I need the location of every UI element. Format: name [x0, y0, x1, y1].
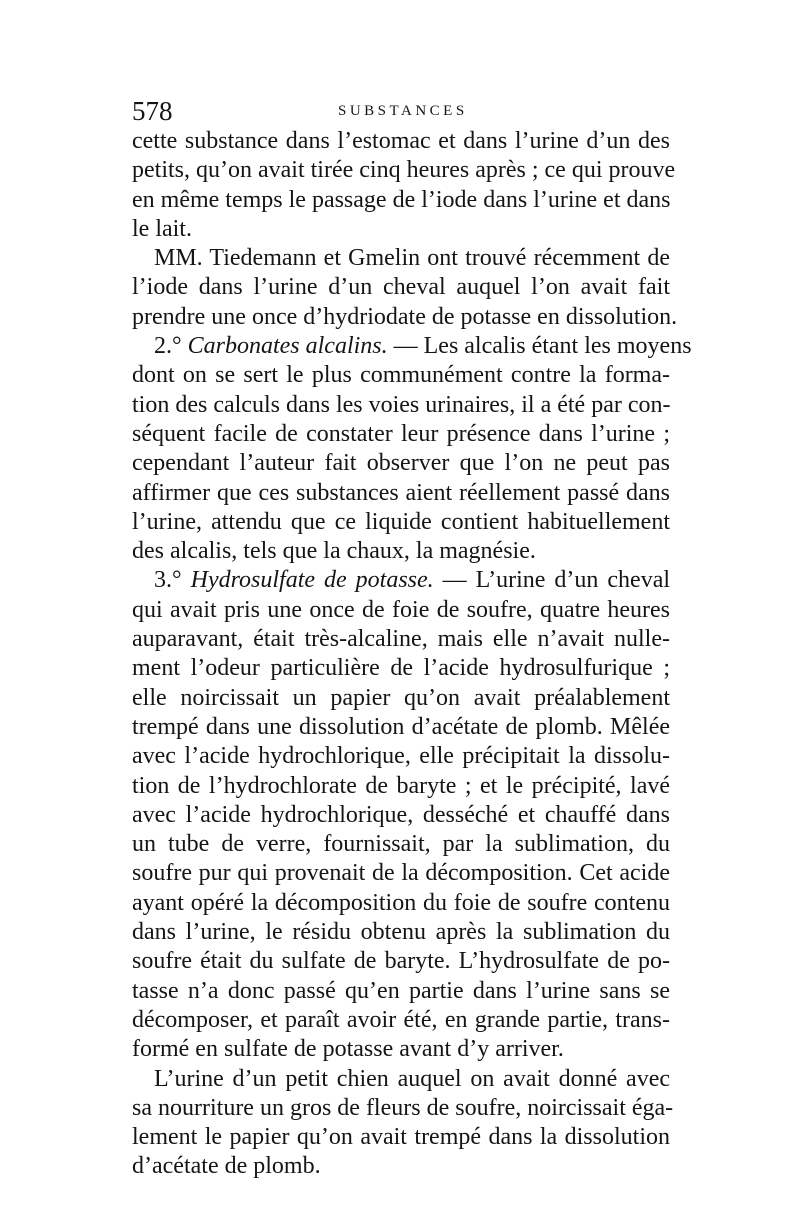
section-title: Carbonates alcalins. [187, 333, 388, 360]
section-title: Hydrosulfate de potasse. [190, 567, 434, 594]
body-text [132, 127, 692, 1182]
text-line: dont on se sert le plus communément contre la forma- [132, 362, 670, 389]
text-line: tion de l’hydrochlorate de baryte ; et le précipité, lavé [132, 772, 670, 799]
text-line: elle noircissait un papier qu’on avait préalablement [132, 684, 670, 711]
text-line: d’acétate de plomb. [132, 1153, 321, 1180]
text-line: l’urine, attendu que ce liquide contient habituellement [132, 508, 670, 535]
text-line: — Les alcalis étant les moyens [393, 333, 692, 360]
text-line: trempé dans une dissolution d’acétate de plomb. Mêlée [132, 713, 670, 740]
text-line: tion des calculs dans les voies urinaires, il a été par con- [132, 391, 671, 418]
section-number: 2.° [154, 333, 182, 360]
text-line: MM. Tiedemann et Gmelin ont trouvé récemment de [154, 245, 670, 272]
text-line: lement le papier qu’on avait trempé dans la dissolution [132, 1124, 670, 1151]
text-line: cependant l’auteur fait observer que l’on ne peut pas [132, 450, 670, 477]
text-line: ayant opéré la décomposition du foie de soufre contenu [132, 889, 670, 916]
text-line: séquent facile de constater leur présence dans l’urine ; [132, 420, 670, 447]
running-head: SUBSTANCES [338, 103, 468, 119]
text-line: prendre une once d’hydriodate de potasse en dissolution. [132, 303, 678, 330]
section-heading-line [132, 332, 692, 361]
text-line: tasse n’a donc passé qu’en partie dans l’urine sans se [132, 977, 670, 1004]
text-line: avec l’acide hydrochlorique, elle précipitait la dissolu- [132, 743, 670, 770]
text-line: ment l’odeur particulière de l’acide hydrosulfurique ; [132, 655, 670, 682]
text-line: soufre pur qui provenait de la décomposition. Cet acide [132, 860, 670, 887]
text-line: — L’urine d’un cheval [442, 567, 671, 594]
text-line: L’urine d’un petit chien auquel on avait donné avec [154, 1065, 670, 1092]
text-line: sa nourriture un gros de fleurs de soufre, noircissait éga- [132, 1094, 674, 1121]
text-line: affirmer que ces substances aient réellement passé dans [132, 479, 670, 506]
text-line: l’iode dans l’urine d’un cheval auquel l’on avait fait [132, 274, 670, 301]
text-line: avec l’acide hydrochlorique, desséché et chauffé dans [132, 801, 670, 828]
text-line: en même temps le passage de l’iode dans l’urine et dans [132, 186, 671, 213]
section-number: 3.° [154, 567, 182, 594]
page-header [132, 94, 668, 128]
page-number: 578 [132, 96, 173, 126]
text-line: le lait. [132, 215, 192, 242]
text-line: petits, qu’on avait tirée cinq heures après ; ce qui prouve [132, 157, 676, 184]
text-line: qui avait pris une once de foie de soufre, quatre heures [132, 596, 670, 623]
text-line: cette substance dans l’estomac et dans l’urine d’un des [132, 128, 670, 154]
text-line: décomposer, et paraît avoir été, en grande partie, trans- [132, 1006, 670, 1033]
text-line: des alcalis, tels que la chaux, la magnésie. [132, 538, 536, 565]
text-line: soufre était du sulfate de baryte. L’hydrosulfate de po- [132, 948, 670, 975]
text-line: un tube de verre, fournissait, par la sublimation, du [132, 831, 670, 858]
text-line: dans l’urine, le résidu obtenu après la sublimation du [132, 919, 670, 946]
text-line: auparavant, était très-alcaline, mais elle n’avait nulle- [132, 626, 670, 653]
section-heading-line [132, 566, 670, 595]
text-line: formé en sulfate de potasse avant d’y arriver. [132, 1036, 564, 1063]
